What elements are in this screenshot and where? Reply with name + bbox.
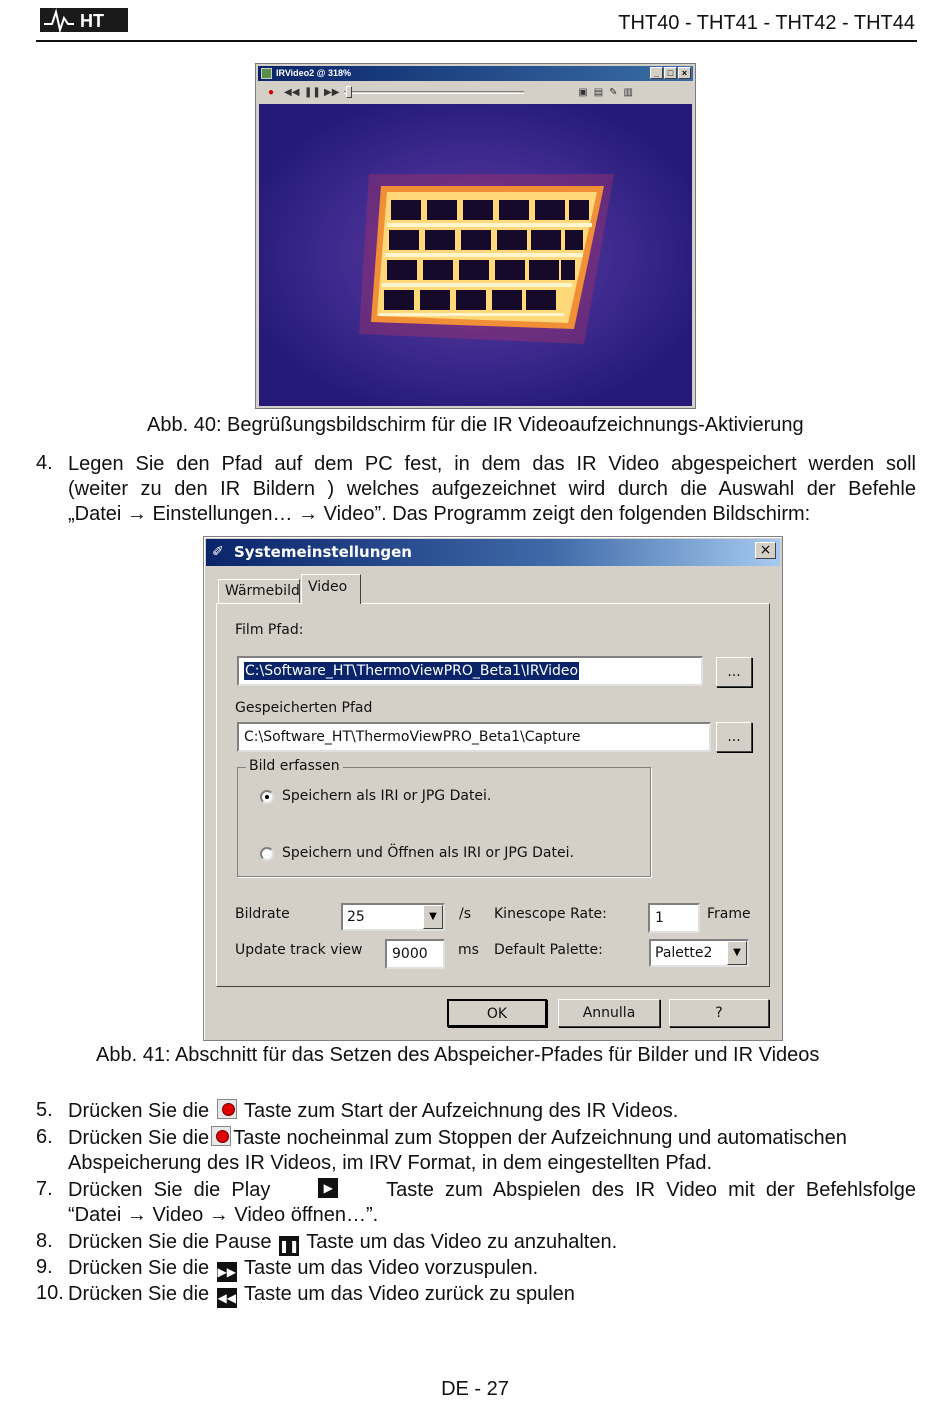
header-rule	[36, 40, 917, 42]
step-7-line-2: “Datei → Video → Video öffnen…”.	[68, 1204, 379, 1226]
fast-forward-icon: ▶▶	[217, 1262, 237, 1282]
capture-group-label: Bild erfassen	[246, 758, 343, 774]
tools-icon: ✐	[212, 544, 224, 560]
step-5-text: Drücken Sie die Taste zum Start der Aufzeichnung des IR Videos.	[68, 1100, 679, 1122]
tab-video[interactable]: Video	[301, 574, 361, 604]
step-10-number: 10.	[36, 1282, 64, 1304]
ok-button[interactable]: OK	[447, 999, 547, 1027]
rewind-icon[interactable]: ◀◀	[284, 86, 300, 98]
record-button-icon	[217, 1099, 237, 1119]
ir-window-title: IRVideo2 @ 318%	[276, 68, 351, 78]
update-unit-label: ms	[458, 942, 479, 958]
kinescope-rate-input[interactable]: 1	[648, 903, 700, 933]
palette-select[interactable]	[649, 939, 749, 967]
frame-rate-value: 25	[347, 909, 365, 925]
step-4-line-1: Legen Sie den Pfad auf dem PC fest, in dem das IR Video abgespeichert werden soll	[68, 453, 916, 475]
ir-video-window	[255, 63, 696, 409]
video-tab-panel	[216, 603, 770, 987]
system-settings-dialog	[203, 536, 783, 1041]
tab-waermebild[interactable]: Wärmebild	[218, 579, 300, 603]
film-path-label: Film Pfad:	[235, 622, 304, 638]
step-4-number: 4.	[36, 452, 53, 474]
dialog-close-button[interactable]: ×	[755, 542, 776, 559]
figure-41-caption: Abb. 41: Abschnitt für das Setzen des Abspeicher-Pfades für Bilder und IR Videos	[96, 1044, 820, 1066]
pause-icon: ❚❚	[279, 1236, 299, 1256]
saved-path-browse-button[interactable]: ...	[716, 722, 752, 752]
frame-rate-select[interactable]	[341, 903, 445, 931]
radio-save-label[interactable]: Speichern als IRI or JPG Datei.	[282, 788, 492, 804]
frame-rate-unit: /s	[459, 906, 472, 922]
ir-window-titlebar	[258, 66, 693, 81]
step-4-line-2: (weiter zu den IR Bildern ) welches aufgezeichnet wird durch die Auswahl der Befehle	[68, 478, 916, 500]
saved-path-label: Gespeicherten Pfad	[235, 700, 373, 716]
kinescope-rate-label: Kinescope Rate:	[494, 906, 607, 922]
chevron-down-icon[interactable]: ▼	[423, 905, 443, 929]
step-8-number: 8.	[36, 1230, 53, 1252]
step-7-number: 7.	[36, 1178, 53, 1200]
ir-player-toolbar	[258, 82, 693, 102]
step-7-text: Drücken Sie die Play ▶ Taste zum Abspielen des IR Video mit der Befehlsfolge	[68, 1179, 916, 1201]
app-icon	[261, 68, 272, 79]
help-button[interactable]: ?	[669, 999, 769, 1027]
save-icon[interactable]: ▤	[593, 86, 604, 98]
film-path-field[interactable]	[237, 656, 703, 686]
record-icon[interactable]: ●	[267, 86, 275, 98]
step-6-number: 6.	[36, 1126, 53, 1148]
dialog-title: Systemeinstellungen	[234, 543, 412, 561]
capture-groupbox	[237, 758, 651, 877]
frame-unit-label: Frame	[707, 906, 751, 922]
radio-save-open-label[interactable]: Speichern und Öffnen als IRI or JPG Datei.	[282, 845, 574, 861]
rewind-icon: ◀◀	[217, 1288, 237, 1308]
fast-forward-icon[interactable]: ▶▶	[324, 86, 340, 98]
thermal-image	[259, 104, 692, 406]
dialog-titlebar	[206, 539, 780, 566]
film-path-value: C:\Software_HT\ThermoViewPRO_Beta1\IRVideo	[245, 663, 579, 679]
step-9-text: Drücken Sie die ▶▶ Taste um das Video vorzuspulen.	[68, 1256, 916, 1282]
step-4-line-3: „Datei → Einstellungen… → Video”. Das Programm zeigt den folgenden Bildschirm:	[68, 503, 811, 525]
figure-40-caption: Abb. 40: Begrüßungsbildschirm für die IR Videoaufzeichnungs-Aktivierung	[147, 414, 804, 436]
step-6-line-2: Abspeicherung des IR Videos, im IRV Format, in dem eingestellten Pfad.	[68, 1152, 713, 1174]
frame-rate-label: Bildrate	[235, 906, 290, 922]
copy-icon[interactable]: ▣	[578, 86, 588, 98]
chevron-down-icon[interactable]: ▼	[727, 941, 747, 965]
ht-logo	[40, 4, 130, 34]
radio-save-open[interactable]	[260, 847, 274, 861]
close-button[interactable]: ×	[678, 67, 691, 79]
radio-save[interactable]	[260, 790, 274, 804]
document-title: THT40 - THT41 - THT42 - THT44	[618, 12, 915, 34]
saved-path-field[interactable]: C:\Software_HT\ThermoViewPRO_Beta1\Capture	[237, 722, 711, 752]
maximize-button[interactable]: □	[664, 67, 677, 79]
step-8-text: Drücken Sie die Pause ❚❚ Taste um das Video zu anzuhalten.	[68, 1230, 916, 1256]
pause-icon[interactable]: ❚❚	[304, 86, 321, 98]
record-button-icon	[211, 1126, 231, 1146]
update-track-view-input[interactable]: 9000	[385, 939, 445, 969]
cancel-button[interactable]: Annulla	[558, 999, 660, 1027]
svg-text:HT: HT	[80, 11, 104, 31]
default-palette-label: Default Palette:	[494, 942, 603, 958]
seek-slider[interactable]	[344, 86, 524, 98]
minimize-button[interactable]: _	[650, 67, 663, 79]
step-10-text: Drücken Sie die ◀◀ Taste um das Video zurück zu spulen	[68, 1282, 916, 1308]
film-path-browse-button[interactable]: ...	[716, 657, 752, 687]
page-number: DE - 27	[441, 1378, 509, 1400]
step-6-text: Drücken Sie die Taste nocheinmal zum Stoppen der Aufzeichnung und automatischen	[68, 1127, 847, 1149]
step-5-number: 5.	[36, 1099, 53, 1121]
export-icon[interactable]: ▥	[623, 86, 633, 98]
palette-value: Palette2	[655, 945, 713, 961]
update-track-view-label: Update track view	[235, 942, 363, 958]
tools-icon[interactable]: ✎	[609, 86, 618, 98]
step-9-number: 9.	[36, 1256, 53, 1278]
play-icon: ▶	[318, 1178, 338, 1198]
seek-slider-thumb[interactable]	[346, 86, 352, 98]
